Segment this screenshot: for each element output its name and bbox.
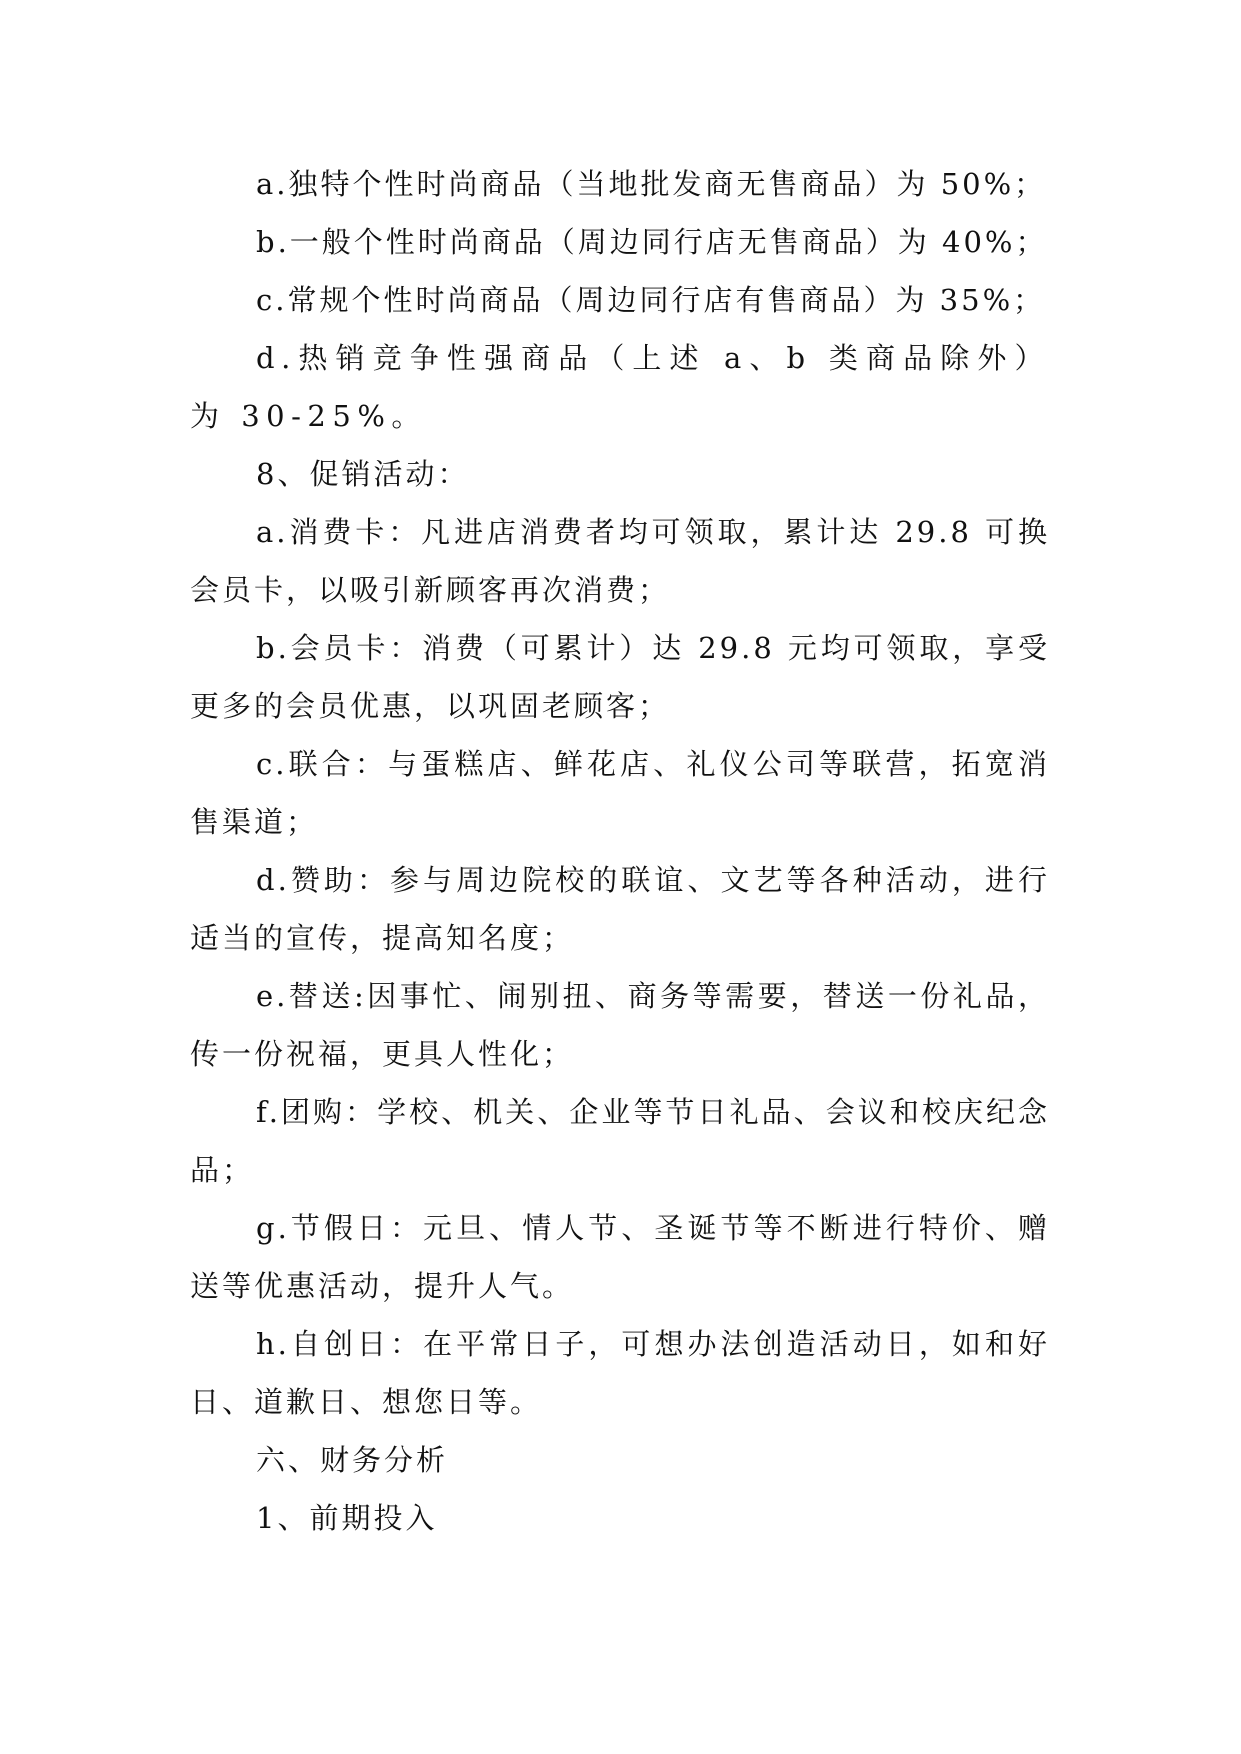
paragraph-c-regular-goods: c.常规个性时尚商品（周边同行店有售商品）为 35%； (256, 283, 1046, 317)
heading-financial-analysis: 六、财务分析 (256, 1443, 449, 1477)
paragraph-member-card: b.会员卡：消费（可累计）达 29.8 元均可领取，享受更多的会员优惠，以巩固老顾客； (190, 631, 1050, 723)
paragraph-group-purchase: f.团购：学校、机关、企业等节日礼品、会议和校庆纪念品； (190, 1095, 1050, 1187)
document-body (190, 155, 1050, 1547)
paragraph-custom-days: h.自创日：在平常日子，可想办法创造活动日，如和好日、道歉日、想您日等。 (190, 1327, 1050, 1419)
paragraph-gift-delivery: e.替送:因事忙、闹别扭、商务等需要，替送一份礼品，传一份祝福，更具人性化； (190, 979, 1050, 1071)
paragraph-a-unique-goods: a.独特个性时尚商品（当地批发商无售商品）为 50%； (256, 167, 1047, 201)
heading-promotion: 8、促销活动： (256, 457, 470, 491)
heading-initial-investment: 1、前期投入 (256, 1501, 438, 1535)
paragraph-consumption-card: a.消费卡：凡进店消费者均可领取，累计达 29.8 可换会员卡，以吸引新顾客再次消费； (190, 515, 1050, 607)
paragraph-b-general-goods: b.一般个性时尚商品（周边同行店无售商品）为 40%； (256, 225, 1048, 259)
paragraph-d-hot-goods: d.热销竞争性强商品（上述 a、b 类商品除外）为 30-25%。 (190, 341, 1050, 433)
paragraph-sponsorship: d.赞助：参与周边院校的联谊、文艺等各种活动，进行适当的宣传，提高知名度； (190, 863, 1050, 955)
paragraph-joint-operation: c.联合：与蛋糕店、鲜花店、礼仪公司等联营，拓宽消售渠道； (190, 747, 1050, 839)
paragraph-holidays: g.节假日：元旦、情人节、圣诞节等不断进行特价、赠送等优惠活动，提升人气。 (190, 1211, 1050, 1303)
